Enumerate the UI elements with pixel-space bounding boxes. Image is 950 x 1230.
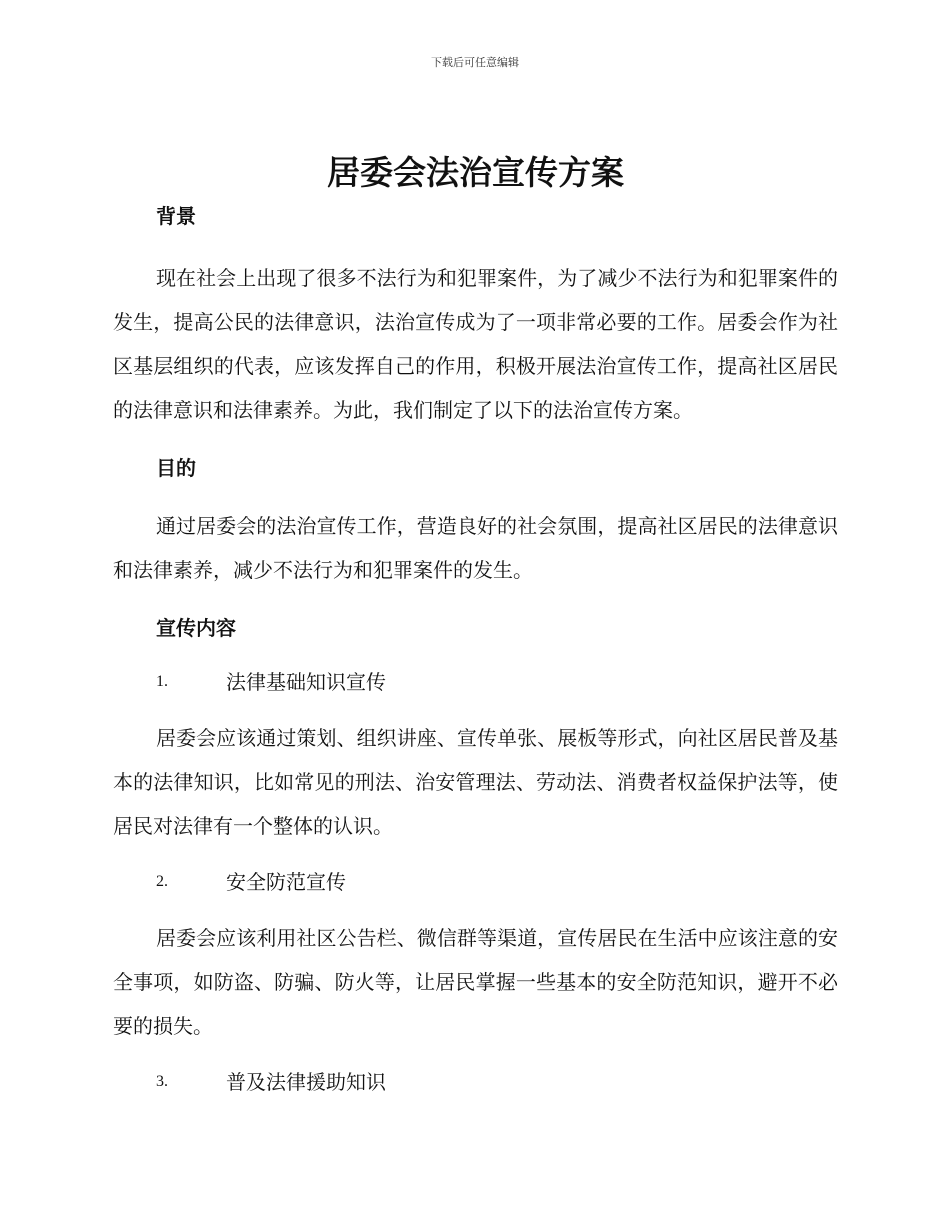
content-item-1-paragraph: 居委会应该通过策划、组织讲座、宣传单张、展板等形式，向社区居民普及基本的法律知识，比如常见的刑法、治安管理法、劳动法、消费者权益保护法等，使居民对法律有一个整体的认识。 <box>113 726 838 838</box>
section-heading-purpose: 目的 <box>156 456 196 480</box>
purpose-paragraph: 通过居委会的法治宣传工作，营造良好的社会氛围，提高社区居民的法律意识和法律素养，减少不法行为和犯罪案件的发生。 <box>113 514 838 582</box>
spacer <box>113 648 838 662</box>
spacer <box>113 1048 838 1062</box>
spacer <box>113 488 838 504</box>
section-heading-background: 背景 <box>156 204 196 228</box>
item-number: 1. <box>156 673 168 690</box>
background-paragraph: 现在社会上出现了很多不法行为和犯罪案件，为了减少不法行为和犯罪案件的发生，提高公民的法律意识，法治宣传成为了一项非常必要的工作。居委会作为社区基层组织的代表，应该发挥自己的作用，积极开展法治宣传工作，提高社区居民的法律意识和法律素养。为此，我们制定了以下的法治宣传方案。 <box>113 266 838 422</box>
spacer <box>113 236 838 256</box>
item-title: 安全防范宣传 <box>226 870 346 894</box>
content-item-1-heading <box>113 662 838 702</box>
document-title: 居委会法治宣传方案 <box>327 153 624 192</box>
spacer <box>113 432 838 448</box>
item-title: 普及法律援助知识 <box>226 1070 386 1094</box>
spacer <box>113 702 838 716</box>
document-body <box>113 150 838 1102</box>
item-number: 2. <box>156 873 168 890</box>
spacer <box>113 902 838 916</box>
header-note: 下载后可任意编辑 <box>431 56 519 69</box>
content-item-2-heading <box>113 862 838 902</box>
content-item-3-heading <box>113 1062 838 1102</box>
spacer <box>113 592 838 608</box>
item-title: 法律基础知识宣传 <box>226 670 386 694</box>
item-number: 3. <box>156 1073 168 1090</box>
spacer <box>113 848 838 862</box>
section-heading-content: 宣传内容 <box>156 616 236 640</box>
content-item-2-paragraph: 居委会应该利用社区公告栏、微信群等渠道，宣传居民在生活中应该注意的安全事项，如防盗、防骗、防火等，让居民掌握一些基本的安全防范知识，避开不必要的损失。 <box>113 926 838 1038</box>
